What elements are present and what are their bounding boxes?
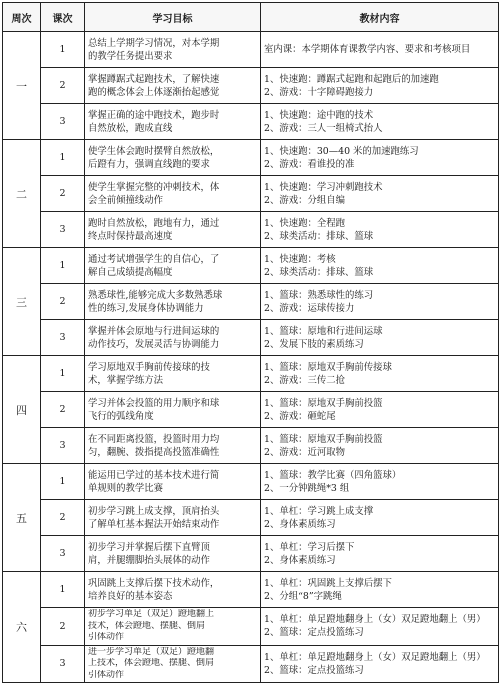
content-line: 1、单杠：学习后摆下 xyxy=(264,541,355,553)
content-line: 2、游戏：砸蛇尾 xyxy=(264,410,336,422)
teaching-content-cell xyxy=(261,645,499,683)
goal-line: 上技术，体会蹬地、摆腿、倒肩 xyxy=(88,658,215,668)
goal-line: 掌握并体会原地与行进间运球的 xyxy=(88,325,220,337)
goal-line: 使学生体会跑时摆臂自然放松， xyxy=(88,145,220,157)
table-row xyxy=(3,68,499,104)
teaching-content-cell xyxy=(261,176,499,212)
table-row xyxy=(3,464,499,500)
learning-goal-cell xyxy=(85,104,261,140)
goal-line: 后蹬有力，强调直线跑的要求 xyxy=(88,158,210,170)
goal-line: 解自己成绩提高幅度 xyxy=(88,266,173,278)
goal-line: 引体动作 xyxy=(88,632,125,642)
goal-line: 匀，翻腕、拨指提高投篮准确性 xyxy=(88,446,220,458)
lesson-number-cell: 3 xyxy=(41,320,85,356)
week-cell: 五 xyxy=(3,464,41,572)
goal-line: 总结上学期学习情况，对本学期 xyxy=(88,37,220,49)
table-row xyxy=(3,320,499,356)
table-row xyxy=(3,104,499,140)
teaching-content-cell xyxy=(261,392,499,428)
learning-goal-cell xyxy=(85,500,261,536)
teaching-content-cell xyxy=(261,572,499,608)
teaching-content-cell xyxy=(261,428,499,464)
lesson-number-cell: 1 xyxy=(41,356,85,392)
table-row xyxy=(3,284,499,320)
content-line: 2、球类活动：排球、篮球 xyxy=(264,230,374,242)
learning-goal-cell xyxy=(85,284,261,320)
teaching-content-cell xyxy=(261,32,499,68)
teaching-content-cell xyxy=(261,248,499,284)
content-line: 2、身体素质练习 xyxy=(264,518,336,530)
content-line: 2、游戏：分组自编 xyxy=(264,194,345,206)
lesson-number-cell: 3 xyxy=(41,536,85,572)
lesson-number-cell: 1 xyxy=(41,572,85,608)
content-line: 1、单杠：巩固跳上支撑后摆下 xyxy=(264,577,392,589)
teaching-content-cell xyxy=(261,212,499,248)
table-row xyxy=(3,392,499,428)
lesson-plan-table xyxy=(2,2,499,683)
content-line: 2、游戏：十字障碍跑接力 xyxy=(264,86,374,98)
content-line: 2、球类活动：排球、篮球 xyxy=(264,266,374,278)
content-line: 2、游戏：三传二抢 xyxy=(264,374,345,386)
week-cell: 一 xyxy=(3,32,41,140)
content-line: 2、身体素质练习 xyxy=(264,554,336,566)
lesson-number-cell: 2 xyxy=(41,608,85,646)
goal-line: 引体动作 xyxy=(88,669,125,680)
goal-line: 掌握蹲踞式起跑技术，了解快速 xyxy=(88,73,220,85)
learning-goal-cell xyxy=(85,212,261,248)
content-line: 1、快速跑：30—40 米的加速跑练习 xyxy=(264,145,419,157)
table-row xyxy=(3,248,499,284)
goal-line: 会全前倾撞线动作 xyxy=(88,194,164,206)
content-line: 1、快速跑：途中跑的技术 xyxy=(264,109,374,121)
content-line: 1、单杠：单足蹬地翻身上（女）双足蹬地翻上（男） xyxy=(264,651,486,663)
lesson-number-cell: 3 xyxy=(41,645,85,683)
goal-line: 学习原地双手胸前传接球的技 xyxy=(88,361,210,373)
learning-goal-cell xyxy=(85,32,261,68)
goal-line: 进一步学习单足（双足）蹬地翻 xyxy=(88,646,215,657)
goal-line: 在不同距离投篮，投篮时用力均 xyxy=(88,433,220,445)
goal-line: 学习并体会投篮的用力顺序和球 xyxy=(88,397,220,409)
teaching-content-cell xyxy=(261,140,499,176)
learning-goal-cell xyxy=(85,645,261,683)
goal-line: 自然放松，跑成直线 xyxy=(88,122,173,134)
learning-goal-cell xyxy=(85,140,261,176)
week-cell: 二 xyxy=(3,140,41,248)
content-line: 1、单杠：学习跳上成支撑 xyxy=(264,505,374,517)
learning-goal-cell xyxy=(85,572,261,608)
table-row xyxy=(3,536,499,572)
table-row xyxy=(3,428,499,464)
lesson-number-cell: 3 xyxy=(41,428,85,464)
learning-goal-cell xyxy=(85,320,261,356)
content-line: 1、篮球：原地和行进间运球 xyxy=(264,325,383,337)
goal-line: 跑的概念体会上体逐渐抬起感觉 xyxy=(88,86,220,98)
content-line: 2、篮球：定点投篮练习 xyxy=(264,627,364,639)
lesson-number-cell: 2 xyxy=(41,68,85,104)
learning-goal-cell xyxy=(85,428,261,464)
goal-line: 使学生掌握完整的冲刺技术，体 xyxy=(88,181,220,193)
week-cell: 六 xyxy=(3,572,41,683)
content-line: 1、快速跑：蹲踞式起跑和起跑后的加速跑 xyxy=(264,73,439,85)
teaching-content-cell xyxy=(261,500,499,536)
lesson-number-cell: 2 xyxy=(41,284,85,320)
table-row xyxy=(3,140,499,176)
content-line: 1、篮球：原地双手胸前传接球 xyxy=(264,361,392,373)
content-line: 2、发展下肢的素质练习 xyxy=(264,338,364,350)
table-row xyxy=(3,500,499,536)
lesson-number-cell: 1 xyxy=(41,140,85,176)
header-row xyxy=(3,3,499,32)
lesson-number-cell: 1 xyxy=(41,248,85,284)
content-line: 2、游戏：近河取物 xyxy=(264,446,345,458)
header-content: 教材内容 xyxy=(261,3,499,32)
table-body xyxy=(3,32,499,683)
content-line: 1、篮球：原地双手胸前投篮 xyxy=(264,433,383,445)
content-line: 1、快速跑：考核 xyxy=(264,253,336,265)
goal-line: 终点时保持最高速度 xyxy=(88,230,173,242)
header-week: 周次 xyxy=(3,3,41,32)
learning-goal-cell xyxy=(85,392,261,428)
goal-line: 熟悉球性,能够完成大多数熟悉球 xyxy=(88,289,223,301)
goal-line: 初步学习跳上成支撑，顶肩抬头 xyxy=(88,505,220,517)
content-line: 2、篮球：定点投篮练习 xyxy=(264,664,364,676)
header-lesson: 课次 xyxy=(41,3,85,32)
content-line: 1、单杠：单足蹬地翻身上（女）双足蹬地翻上（男） xyxy=(264,614,486,626)
goal-line: 能运用已学过的基本技术进行简 xyxy=(88,469,220,481)
header-goal: 学习目标 xyxy=(85,3,261,32)
content-line: 1、篮球：原地双手胸前投篮 xyxy=(264,397,383,409)
learning-goal-cell xyxy=(85,536,261,572)
week-cell: 四 xyxy=(3,356,41,464)
lesson-plan-sheet xyxy=(2,2,498,682)
goal-line: 动作技巧，发展灵活与协调能力 xyxy=(88,338,220,350)
lesson-number-cell: 3 xyxy=(41,104,85,140)
goal-line: 性的练习,发展身体协调能力 xyxy=(88,302,204,314)
learning-goal-cell xyxy=(85,356,261,392)
goal-line: 肩，并腿绷脚抬头展体的动作 xyxy=(88,554,210,566)
goal-line: 单规则的教学比赛 xyxy=(88,482,164,494)
table-header xyxy=(3,3,499,32)
content-line: 室内课：本学期体育课教学内容、要求和考核项目 xyxy=(264,44,471,55)
lesson-number-cell: 1 xyxy=(41,464,85,500)
goal-line: 跑时自然放松，跑地有力，通过 xyxy=(88,217,220,229)
goal-line: 术，掌握学练方法 xyxy=(88,374,164,386)
teaching-content-cell xyxy=(261,356,499,392)
table-row xyxy=(3,212,499,248)
teaching-content-cell xyxy=(261,536,499,572)
lesson-number-cell: 1 xyxy=(41,32,85,68)
content-line: 2、游戏：运球传接力 xyxy=(264,302,355,314)
table-row xyxy=(3,572,499,608)
table-row xyxy=(3,608,499,646)
learning-goal-cell xyxy=(85,608,261,646)
goal-line: 通过考试增强学生的自信心，了 xyxy=(88,253,220,265)
table-row xyxy=(3,645,499,683)
lesson-number-cell: 2 xyxy=(41,500,85,536)
content-line: 2、一分钟跳绳*3 组 xyxy=(264,482,350,494)
teaching-content-cell xyxy=(261,104,499,140)
week-cell: 三 xyxy=(3,248,41,356)
goal-line: 培养良好的基本姿态 xyxy=(88,590,173,602)
content-line: 1、篮球：教学比赛（四角篮球） xyxy=(264,469,402,481)
goal-line: 技术，体会蹬地、摆腿、倒肩 xyxy=(88,620,206,631)
teaching-content-cell xyxy=(261,320,499,356)
content-line: 2、游戏：三人一组椅式抬人 xyxy=(264,122,383,134)
learning-goal-cell xyxy=(85,248,261,284)
teaching-content-cell xyxy=(261,608,499,646)
content-line: 1、快速跑：全程跑 xyxy=(264,217,345,229)
lesson-number-cell: 2 xyxy=(41,176,85,212)
table-row xyxy=(3,32,499,68)
teaching-content-cell xyxy=(261,68,499,104)
content-line: 2、游戏：看谁投的准 xyxy=(264,158,355,170)
content-line: 2、分组“8”字跳绳 xyxy=(264,590,342,602)
teaching-content-cell xyxy=(261,284,499,320)
goal-line: 巩固跳上支撑后摆下技术动作， xyxy=(88,577,220,589)
goal-line: 了解单杠基本握法开始结束动作 xyxy=(88,518,220,530)
learning-goal-cell xyxy=(85,68,261,104)
goal-line: 飞行的弧线角度 xyxy=(88,410,154,422)
learning-goal-cell xyxy=(85,464,261,500)
table-row xyxy=(3,356,499,392)
lesson-number-cell: 2 xyxy=(41,392,85,428)
teaching-content-cell xyxy=(261,464,499,500)
lesson-number-cell: 3 xyxy=(41,212,85,248)
content-line: 1、快速跑：学习冲刺跑技术 xyxy=(264,181,383,193)
content-line: 1、篮球：熟悉球性的练习 xyxy=(264,289,374,301)
goal-line: 初步学习并掌握后摆下直臂顶 xyxy=(88,541,210,553)
table-row xyxy=(3,176,499,212)
goal-line: 初步学习单足（双足）蹬地翻上 xyxy=(88,609,215,619)
learning-goal-cell xyxy=(85,176,261,212)
goal-line: 掌握正确的途中跑技术，跑步时 xyxy=(88,109,220,121)
goal-line: 的教学任务提出要求 xyxy=(88,50,173,62)
